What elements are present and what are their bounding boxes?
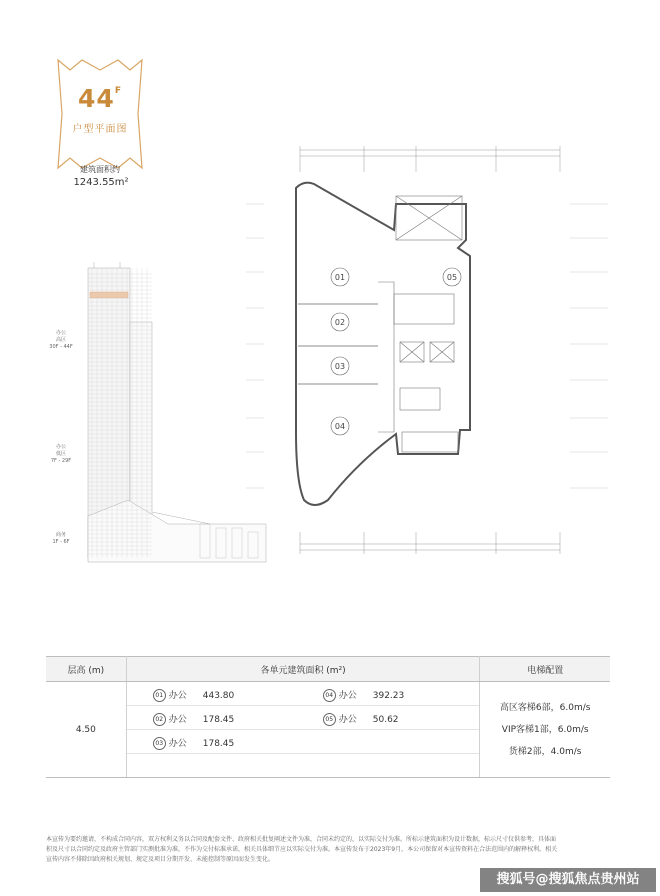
header-unit-areas: 各单元建筑面积 (m²) [126,657,480,682]
unit-row [127,730,480,754]
header-elevators: 电梯配置 [480,657,610,682]
area-label: 建筑面积约 [80,165,120,174]
area-value: 1243.55m² [73,177,129,188]
floor-number: $44^F$ [78,84,122,113]
header-floor-height: 层高 (m) [46,657,126,682]
room-04-label: 04 [334,422,346,431]
unit-row [127,706,480,730]
elevator-line: 货梯2部，4.0m/s [508,746,582,757]
disclaimer: 本宣传为要约邀请，不构成合同内容，双方权利义务以合同及配套文件、政府相关批复阐述文件为准，合同未约定的，以实际交付为准。所标示建筑面积为设计数据，标示尺寸仅供参考，具体面 积及尺寸以合同约定及政府主管部门实测批准为准，不作为交付标准承诺，相关具体细节应以实际交付为准。本宣传发布于2023年9月，本公司保留对本宣传资料在合法范围内的解释权利。相关 宣传内容不排除因政府相关规划、规定及项目分期开发、未能控制等原因而发生变化。 [46,836,558,863]
room-02-label: 02 [334,318,346,327]
unit-entry: 01 办公 443.80 [153,688,235,702]
unit-entry: 05 办公 50.62 [323,712,399,726]
watermark: 搜狐号@搜狐焦点贵州站 [480,868,656,892]
elevator-line: VIP客梯1部，6.0m/s [501,724,589,735]
elevator-config [480,682,610,778]
tower-label-podium: 商务 1F - 6F [52,532,70,545]
room-01-label: 01 [334,273,346,282]
floor-badge-frame [54,58,146,170]
spec-table [46,656,610,778]
room-05-label: 05 [446,273,458,282]
room-03-label: 03 [334,362,346,371]
unit-entry: 03 办公 178.45 [153,736,235,750]
tower-label-high: 办公 高区 30F - 44F [49,330,73,350]
elevator-line: 高区客梯6部，6.0m/s [499,702,591,713]
unit-row-empty [127,754,480,777]
floor-plan-drawing [238,132,618,562]
plan-title: 户型平面图 [72,124,128,135]
tower-label-low: 办公 低区 7F - 29F [50,444,72,464]
floor-height-value: 4.50 [46,682,126,778]
unit-row [127,682,480,706]
unit-entry: 04 办公 392.23 [323,688,405,702]
unit-area-list [126,682,480,778]
unit-entry: 02 办公 178.45 [153,712,235,726]
